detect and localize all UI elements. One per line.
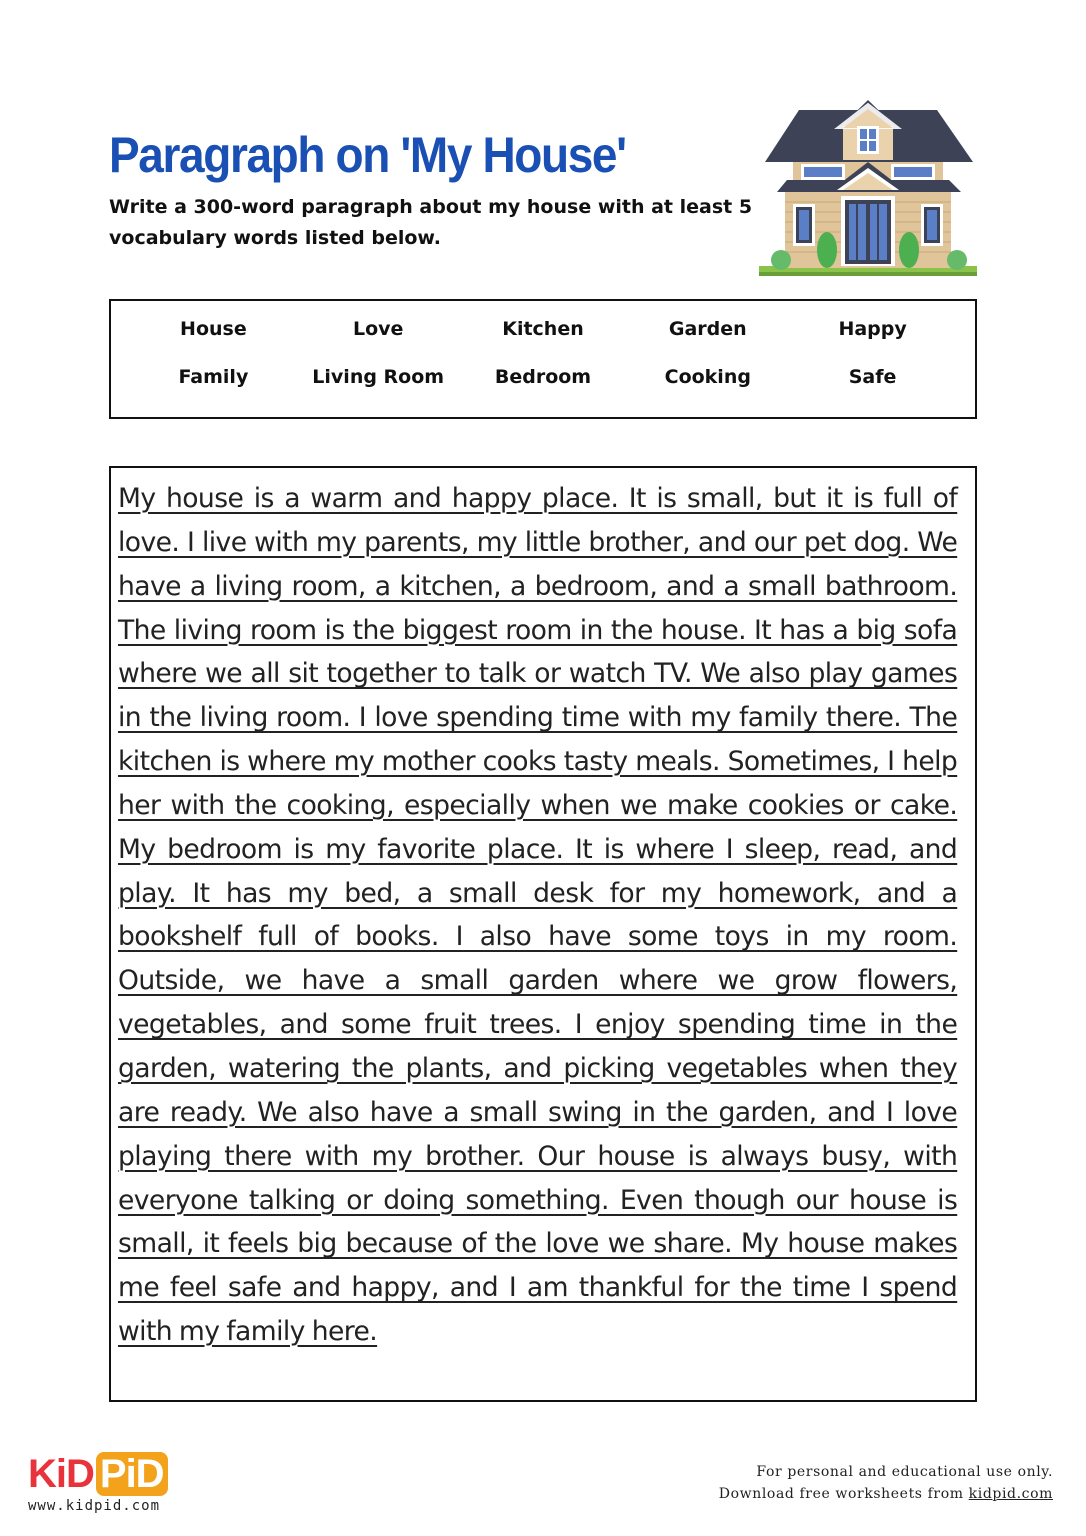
vocab-word: Kitchen bbox=[502, 318, 584, 340]
vocab-word: Cooking bbox=[664, 366, 751, 388]
footer-note bbox=[719, 1461, 1053, 1505]
vocab-word: Garden bbox=[668, 318, 747, 340]
footer-download-prefix: Download free worksheets from bbox=[718, 1486, 969, 1502]
footer-usage-note: For personal and educational use only. bbox=[756, 1464, 1053, 1480]
logo-url: www.kidpid.com bbox=[28, 1498, 161, 1514]
paragraph-text: My house is a warm and happy place. It is small, but it is full of love. I live with my parents, my little brother, and our pet dog. We have a living room, a kitchen, a bedroom, and a small bathroom. The living room is the biggest room in the house. It has a big sofa where we all sit together to talk or watch TV. We also play games in the living room. I love spending time with my family there. The kitchen is where my mother cooks tasty meals. Sometimes, I help her with the cooking, especially when we make cookies or cake. My bedroom is my favorite place. It is where I sleep, read, and play. It has my bed, a small desk for my homework, and a bookshelf full of books. I also have some toys in my room. Outside, we have a small garden where we grow flowers, vegetables, and some fruit trees. I enjoy spending time in the garden, watering the plants, and picking vegetables when they are ready. We also have a small swing in the garden, and I love playing there with my brother. Our house is always busy, with everyone talking or doing something. Even though our house is small, it feels big because of the love we share. My house makes me feel safe and happy, and I am thankful for the time I spend with my family here. bbox=[118, 483, 958, 1348]
paragraph-box bbox=[109, 466, 977, 1402]
house-illustration-icon bbox=[757, 96, 979, 280]
vocab-word: Living Room bbox=[312, 366, 445, 388]
vocab-word: Safe bbox=[848, 366, 897, 388]
logo-pid-text: PiD bbox=[96, 1452, 168, 1496]
vocab-word: Love bbox=[352, 318, 404, 340]
page-title: Paragraph on 'My House' bbox=[109, 127, 626, 183]
vocab-word: Family bbox=[178, 366, 249, 388]
footer-kidpid-link[interactable]: kidpid.com bbox=[968, 1486, 1053, 1502]
vocab-word: Happy bbox=[838, 318, 907, 340]
footer-download-note bbox=[719, 1483, 1053, 1505]
kidpid-logo bbox=[28, 1452, 168, 1496]
vocab-word: Bedroom bbox=[494, 366, 592, 388]
vocabulary-box bbox=[109, 299, 977, 419]
vocabulary-grid bbox=[131, 315, 955, 391]
instructions: Write a 300-word paragraph about my house with at least 5 vocabulary words listed below. bbox=[109, 196, 753, 249]
vocab-word: House bbox=[180, 318, 247, 340]
logo-kid-text: KiD bbox=[28, 1452, 94, 1496]
